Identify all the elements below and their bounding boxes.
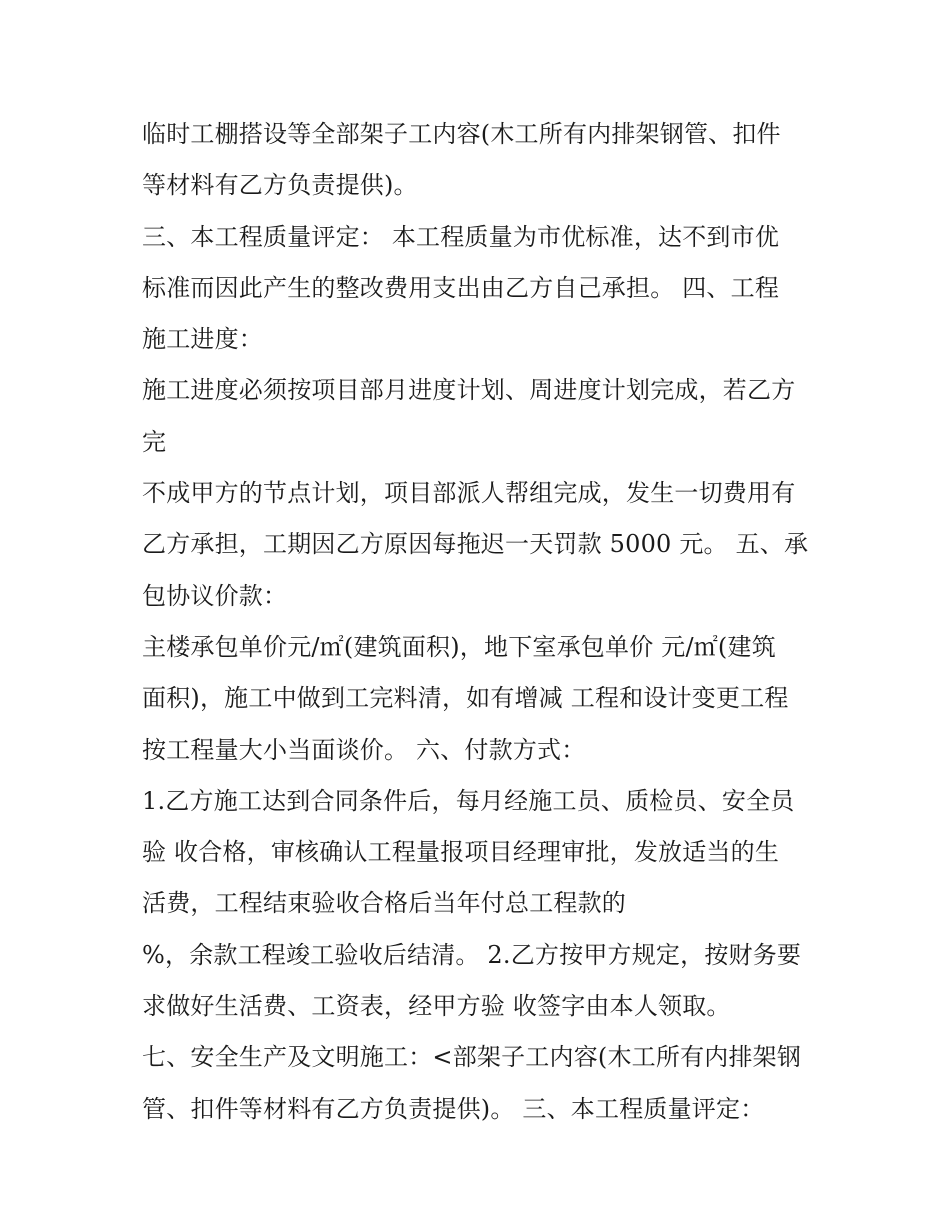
text-line: 完: [142, 427, 167, 456]
text-line: 按工程量大小当面谈价。 六、付款方式：: [142, 735, 586, 764]
text-line: 等材料有乙方负责提供)。: [142, 171, 418, 200]
text-line: 求做好生活费、工资表，经甲方验 收签字由本人领取。: [142, 992, 731, 1021]
text-line: 不成甲方的节点计划，项目部派人帮组完成，发生一切费用有: [142, 479, 796, 508]
text-line: 三、本工程质量评定： 本工程质量为市优标准，达不到市优: [142, 222, 780, 251]
text-line: 标准而因此产生的整改费用支出由乙方自己承担。 四、工程: [142, 273, 780, 302]
text-line: %，余款工程竣工验收后结清。 2.乙方按甲方规定，按财务要: [142, 940, 802, 969]
text-line: 面积)，施工中做到工完料清，如有增减 工程和设计变更工程: [142, 684, 789, 713]
text-line: 临时工棚搭设等全部架子工内容(木工所有内排架钢管、扣件: [142, 120, 781, 148]
text-line: 七、安全生产及文明施工：<部架子工内容(木工所有内排架钢: [142, 1043, 802, 1072]
text-line: 施工进度必须按项目部月进度计划、周进度计划完成，若乙方: [142, 376, 796, 405]
text-line: 1.乙方施工达到合同条件后，每月经施工员、质检员、安全员: [142, 786, 795, 815]
text-line: 管、扣件等材料有乙方负责提供)。 三、本工程质量评定：: [142, 1094, 765, 1123]
text-line: 验 收合格，审核确认工程量报项目经理审批，发放适当的生: [142, 838, 780, 867]
text-line: 主楼承包单价元/㎡(建筑面积)，地下室承包单价 元/㎡(建筑: [142, 632, 776, 661]
text-line: 乙方承担，工期因乙方原因每拖迟一天罚款 5000 元。 五、承: [142, 530, 809, 559]
text-line: 活费，工程结束验收合格后当年付总工程款的: [142, 889, 626, 918]
text-line: 包协议价款：: [142, 581, 288, 610]
text-line: 施工进度：: [142, 325, 263, 354]
document-body: [142, 109, 822, 1135]
